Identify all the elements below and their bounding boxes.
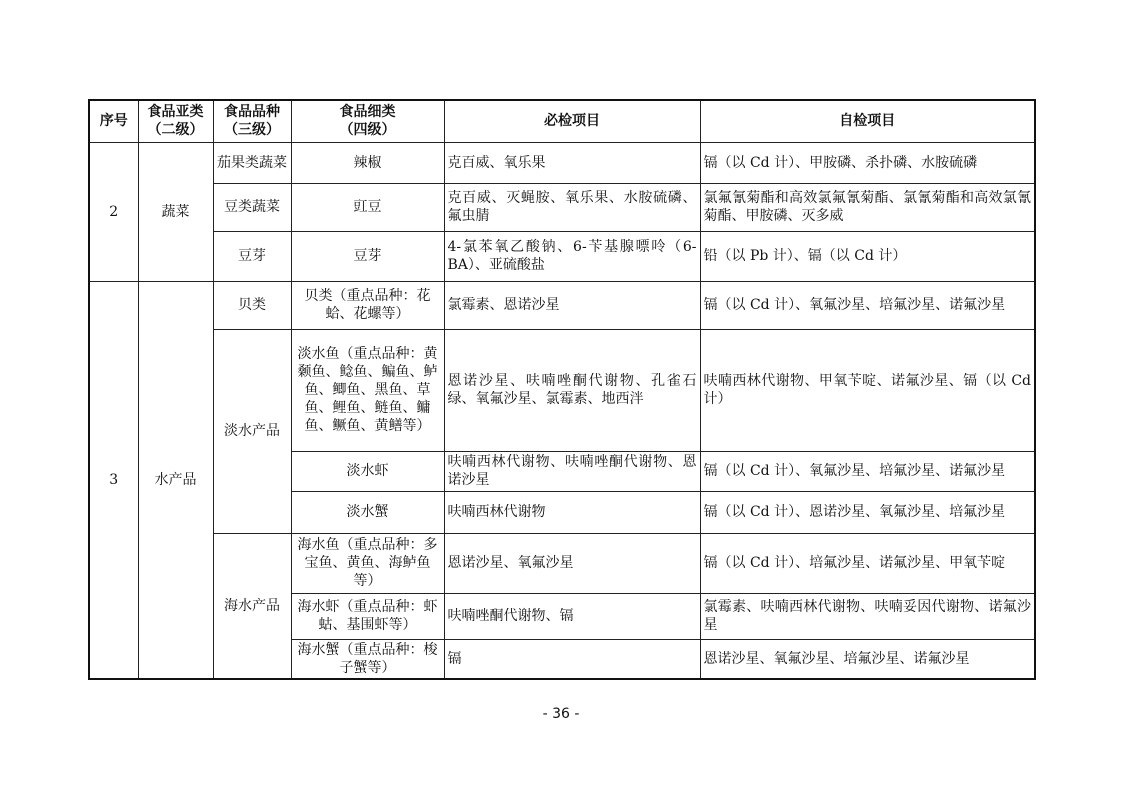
inspection-items-table [88,99,1036,680]
cell-no: 3 [89,281,138,679]
table-header-row [89,100,1035,142]
table-row [89,329,1035,451]
cell-self-check: 镉（以 Cd 计）、氧氟沙星、培氟沙星、诺氟沙星 [700,451,1035,491]
cell-self-check: 氯氟氰菊酯和高效氯氟氰菊酯、氯氰菊酯和高效氯氰菊酯、甲胺磷、灭多威 [700,183,1035,231]
cell-self-check: 镉（以 Cd 计）、恩诺沙星、氧氟沙星、培氟沙星 [700,491,1035,533]
cell-mandatory: 呋喃唑酮代谢物、镉 [444,593,700,639]
table-row [89,231,1035,281]
header-mandatory-items: 必检项目 [444,100,700,142]
page-number: - 36 - [542,706,580,722]
cell-variety: 豆芽 [213,231,291,281]
table-row [89,281,1035,329]
header-self-check-items: 自检项目 [700,100,1035,142]
cell-subclass: 水产品 [138,281,213,679]
cell-mandatory: 呋喃西林代谢物 [444,491,700,533]
cell-variety: 贝类 [213,281,291,329]
table-row [89,183,1035,231]
cell-self-check: 铅（以 Pb 计）、镉（以 Cd 计） [700,231,1035,281]
cell-variety: 豆类蔬菜 [213,183,291,231]
cell-detail: 贝类（重点品种：花蛤、花螺等） [291,281,444,329]
cell-self-check: 镉（以 Cd 计）、培氟沙星、诺氟沙星、甲氧苄啶 [700,533,1035,593]
header-no: 序号 [89,100,138,142]
cell-variety: 淡水产品 [213,329,291,533]
cell-self-check: 恩诺沙星、氧氟沙星、培氟沙星、诺氟沙星 [700,639,1035,679]
cell-mandatory: 克百威、灭蝇胺、氧乐果、水胺硫磷、氟虫腈 [444,183,700,231]
cell-mandatory: 呋喃西林代谢物、呋喃唑酮代谢物、恩诺沙星 [444,451,700,491]
table-row [89,533,1035,593]
cell-detail: 淡水蟹 [291,491,444,533]
cell-mandatory: 克百威、氧乐果 [444,142,700,183]
cell-detail: 海水鱼（重点品种：多宝鱼、黄鱼、海鲈鱼等） [291,533,444,593]
cell-self-check: 镉（以 Cd 计）、氧氟沙星、培氟沙星、诺氟沙星 [700,281,1035,329]
cell-mandatory: 氯霉素、恩诺沙星 [444,281,700,329]
cell-detail: 海水蟹（重点品种：梭子蟹等） [291,639,444,679]
cell-self-check: 呋喃西林代谢物、甲氧苄啶、诺氟沙星、镉（以 Cd 计） [700,329,1035,451]
cell-variety: 茄果类蔬菜 [213,142,291,183]
cell-subclass: 蔬菜 [138,142,213,281]
cell-variety: 海水产品 [213,533,291,679]
cell-no: 2 [89,142,138,281]
table-row [89,142,1035,183]
header-subclass: 食品亚类 （二级） [138,100,213,142]
cell-detail: 豆芽 [291,231,444,281]
cell-self-check: 氯霉素、呋喃西林代谢物、呋喃妥因代谢物、诺氟沙星 [700,593,1035,639]
header-detail: 食品细类 （四级） [291,100,444,142]
cell-self-check: 镉（以 Cd 计）、甲胺磷、杀扑磷、水胺硫磷 [700,142,1035,183]
header-variety: 食品品种 （三级） [213,100,291,142]
cell-detail: 辣椒 [291,142,444,183]
cell-mandatory: 恩诺沙星、呋喃唑酮代谢物、孔雀石绿、氧氟沙星、氯霉素、地西泮 [444,329,700,451]
cell-mandatory: 镉 [444,639,700,679]
cell-detail: 淡水虾 [291,451,444,491]
cell-detail: 海水虾（重点品种：虾蛄、基围虾等） [291,593,444,639]
cell-mandatory: 4-氯苯氧乙酸钠、6-苄基腺嘌呤（6-BA）、亚硫酸盐 [444,231,700,281]
cell-mandatory: 恩诺沙星、氧氟沙星 [444,533,700,593]
cell-detail: 豇豆 [291,183,444,231]
cell-detail: 淡水鱼（重点品种：黄颡鱼、鲶鱼、鳊鱼、鲈鱼、鲫鱼、黑鱼、草鱼、鲤鱼、鲢鱼、鳙鱼、鳜鱼、黄鳝等） [291,329,444,451]
